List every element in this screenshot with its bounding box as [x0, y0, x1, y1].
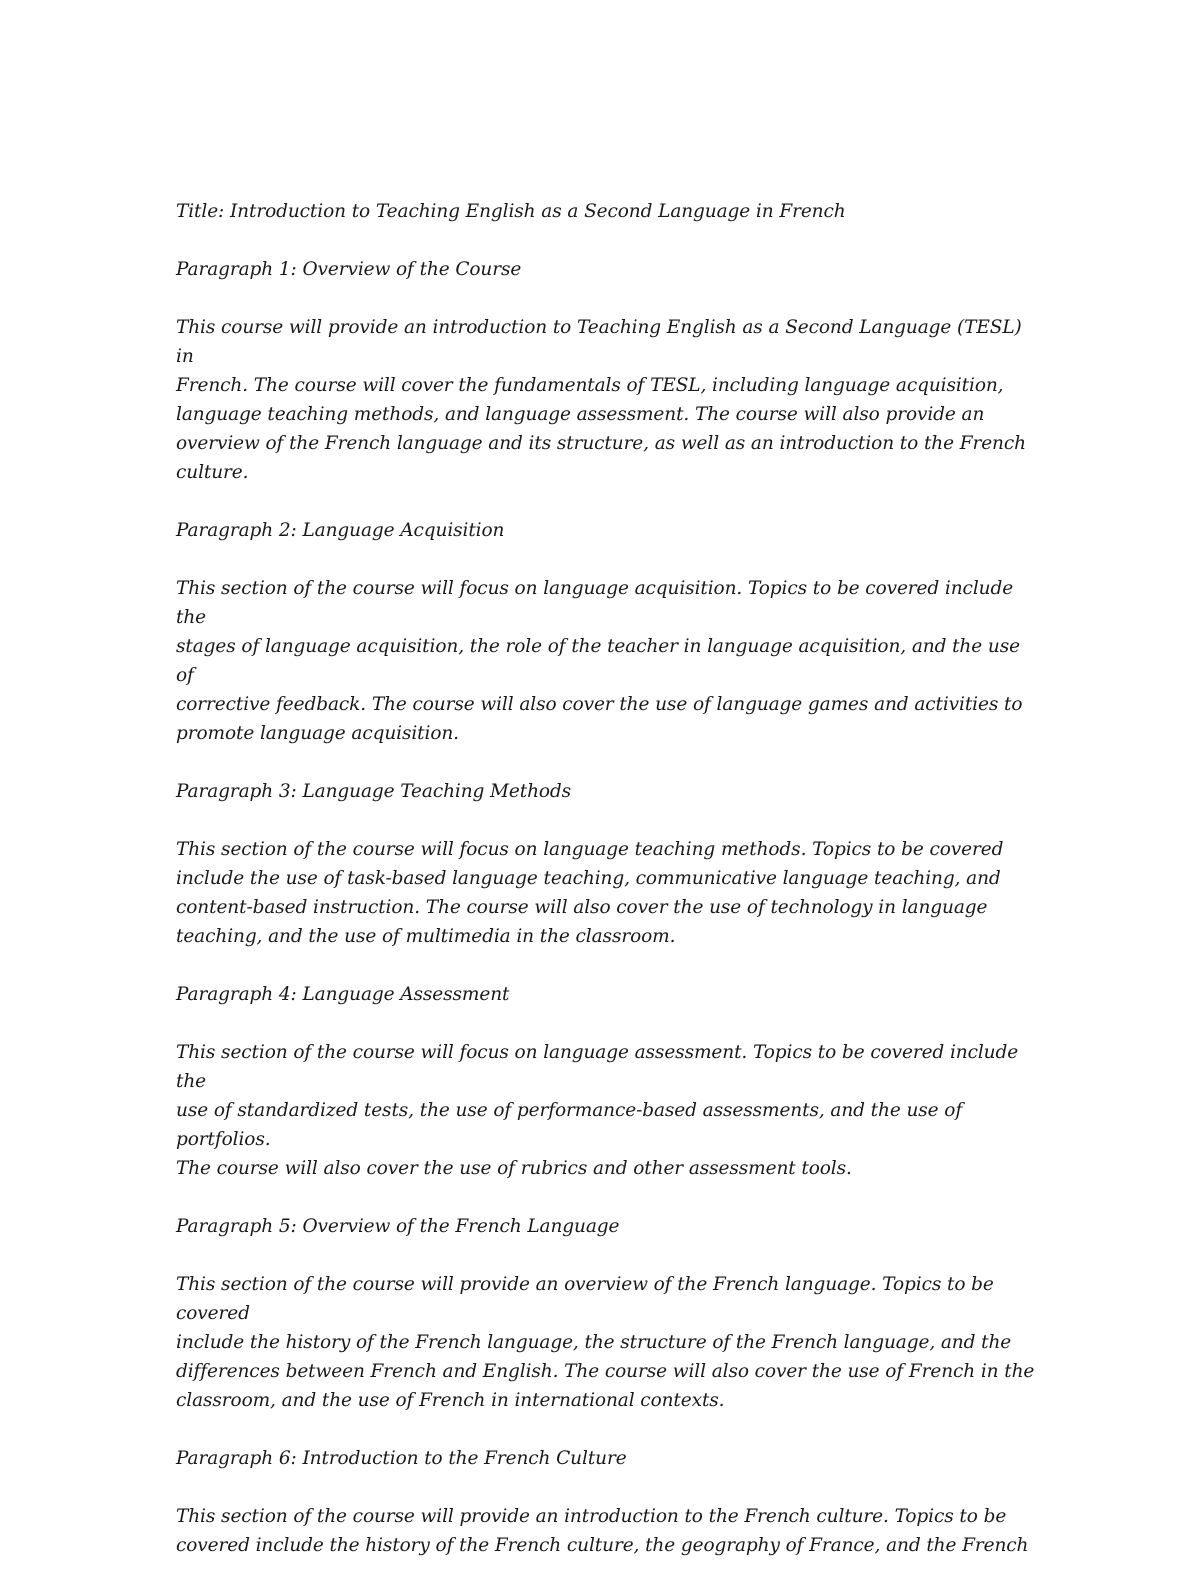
- section-heading: Paragraph 2: Language Acquisition: [176, 520, 505, 541]
- section-heading: Paragraph 1: Overview of the Course: [176, 259, 522, 280]
- body-line: language teaching methods, and language assessment. The course will also provide an: [176, 404, 985, 425]
- body-line: This section of the course will focus on language assessment. Topics to be covered include the: [176, 1042, 1019, 1092]
- body-line: French. The course will cover the fundamentals of TESL, including language acquisition,: [176, 375, 1004, 396]
- section-heading: Paragraph 6: Introduction to the French Culture: [176, 1448, 627, 1469]
- document-title: Title: Introduction to Teaching English as a Second Language in French: [176, 201, 846, 222]
- body-line: culture.: [176, 462, 249, 483]
- body-line: include the history of the French language, the structure of the French language, and the: [176, 1332, 1012, 1353]
- body-line: teaching, and the use of multimedia in the classroom.: [176, 926, 676, 947]
- body-line: content-based instruction. The course will also cover the use of technology in language: [176, 897, 988, 918]
- section-body: [176, 1502, 1036, 1560]
- body-line: promote language acquisition.: [176, 723, 459, 744]
- body-line: stages of language acquisition, the role of the teacher in language acquisition, and the use of: [176, 636, 1020, 686]
- section-body: [176, 1270, 1036, 1415]
- body-line: This section of the course will provide an introduction to the French culture. Topics to be: [176, 1506, 1007, 1527]
- body-line: This section of the course will focus on language acquisition. Topics to be covered include the: [176, 578, 1014, 628]
- body-line: use of standardized tests, the use of performance-based assessments, and the use of portfolios.: [176, 1100, 963, 1150]
- body-line: include the use of task-based language teaching, communicative language teaching, and: [176, 868, 1001, 889]
- section-heading: Paragraph 3: Language Teaching Methods: [176, 781, 572, 802]
- section-body: [176, 1038, 1036, 1183]
- body-line: This section of the course will focus on language teaching methods. Topics to be covered: [176, 839, 1004, 860]
- section-body: [176, 574, 1036, 748]
- body-line: differences between French and English. The course will also cover the use of French in the: [176, 1361, 1035, 1382]
- body-line: This section of the course will provide an overview of the French language. Topics to be covered: [176, 1274, 994, 1324]
- body-line: covered include the history of the French culture, the geography of France, and the French: [176, 1535, 1029, 1556]
- body-line: overview of the French language and its structure, as well as an introduction to the French: [176, 433, 1026, 454]
- section-body: [176, 313, 1036, 487]
- body-line: This course will provide an introduction to Teaching English as a Second Language (TESL) in: [176, 317, 1022, 367]
- body-line: The course will also cover the use of rubrics and other assessment tools.: [176, 1158, 852, 1179]
- body-line: classroom, and the use of French in international contexts.: [176, 1390, 725, 1411]
- body-line: corrective feedback. The course will also cover the use of language games and activities to: [176, 694, 1023, 715]
- section-body: [176, 835, 1036, 951]
- document-body: [176, 197, 1036, 1589]
- section-heading: Paragraph 5: Overview of the French Language: [176, 1216, 620, 1237]
- section-heading: Paragraph 4: Language Assessment: [176, 984, 510, 1005]
